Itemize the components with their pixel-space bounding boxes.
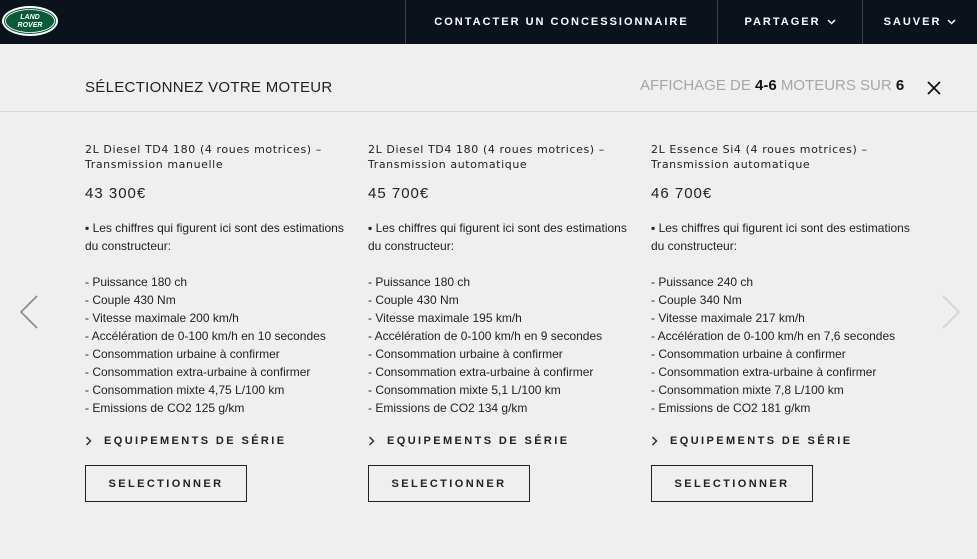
close-icon[interactable] xyxy=(926,80,942,96)
top-navigation-bar xyxy=(0,0,977,44)
logo-text-line-2: ROVER xyxy=(17,22,43,29)
logo-text-line-1: LAND xyxy=(20,14,40,21)
spec-item: - Couple 340 Nm xyxy=(651,293,742,307)
engine-disclaimer: ▪ Les chiffres qui figurent ici sont des estimations du constructeur: xyxy=(651,221,910,253)
standard-equipment-label: EQUIPEMENTS DE SÉRIE xyxy=(104,435,287,447)
engine-disclaimer: ▪ Les chiffres qui figurent ici sont des estimations du constructeur: xyxy=(368,221,627,253)
spec-item: - Consommation extra-urbaine à confirmer xyxy=(651,365,877,379)
results-counter xyxy=(640,77,904,94)
share-label: PARTAGER xyxy=(744,16,821,28)
counter-middle: MOTEURS SUR xyxy=(776,77,896,94)
spec-item: - Consommation urbaine à confirmer xyxy=(651,347,846,361)
spec-item: - Consommation mixte 5,1 L/100 km xyxy=(368,383,561,397)
spec-item: - Consommation mixte 4,75 L/100 km xyxy=(85,383,285,397)
engine-specs-list xyxy=(651,273,911,417)
counter-prefix: AFFICHAGE DE xyxy=(640,77,756,94)
standard-equipment-link[interactable] xyxy=(85,435,345,447)
spec-item: - Vitesse maximale 195 km/h xyxy=(368,311,522,325)
page-title: SÉLECTIONNEZ VOTRE MOTEUR xyxy=(85,79,333,96)
chevron-right-icon[interactable] xyxy=(940,294,962,330)
spec-item: - Accélération de 0-100 km/h en 9 secondes xyxy=(368,329,603,343)
engine-price: 45 700€ xyxy=(368,185,430,202)
spec-item: - Vitesse maximale 217 km/h xyxy=(651,311,805,325)
contact-dealer-label: CONTACTER UN CONCESSIONNAIRE xyxy=(434,16,689,28)
spec-item: - Consommation mixte 7,8 L/100 km xyxy=(651,383,844,397)
spec-item: - Emissions de CO2 134 g/km xyxy=(368,401,528,415)
engine-specs-list xyxy=(368,273,628,417)
contact-dealer-button[interactable] xyxy=(405,0,717,44)
counter-total: 6 xyxy=(895,77,905,94)
engine-card xyxy=(85,142,345,502)
engine-price: 46 700€ xyxy=(651,185,713,202)
spec-item: - Vitesse maximale 200 km/h xyxy=(85,311,239,325)
engine-price: 43 300€ xyxy=(85,185,147,202)
save-label: SAUVER xyxy=(883,16,942,28)
standard-equipment-link[interactable] xyxy=(368,435,628,447)
chevron-right-icon xyxy=(85,436,93,446)
standard-equipment-link[interactable] xyxy=(651,435,911,447)
engine-card xyxy=(651,142,911,502)
select-engine-button[interactable]: SELECTIONNER xyxy=(85,465,247,502)
share-button[interactable] xyxy=(717,0,862,44)
spec-item: - Consommation extra-urbaine à confirmer xyxy=(85,365,311,379)
select-engine-button[interactable]: SELECTIONNER xyxy=(368,465,530,502)
spec-item: - Emissions de CO2 181 g/km xyxy=(651,401,811,415)
spec-item: - Consommation extra-urbaine à confirmer xyxy=(368,365,594,379)
select-engine-button[interactable]: SELECTIONNER xyxy=(651,465,813,502)
chevron-left-icon[interactable] xyxy=(18,294,40,330)
standard-equipment-label: EQUIPEMENTS DE SÉRIE xyxy=(670,435,853,447)
standard-equipment-label: EQUIPEMENTS DE SÉRIE xyxy=(387,435,570,447)
engine-card xyxy=(368,142,628,502)
counter-range: 4-6 xyxy=(755,77,777,94)
spec-item: - Accélération de 0-100 km/h en 7,6 secondes xyxy=(651,329,896,343)
spec-item: - Couple 430 Nm xyxy=(368,293,459,307)
spec-item: - Consommation urbaine à confirmer xyxy=(368,347,563,361)
spec-item: - Consommation urbaine à confirmer xyxy=(85,347,280,361)
spec-item: - Accélération de 0-100 km/h en 10 secondes xyxy=(85,329,326,343)
chevron-down-icon xyxy=(947,19,956,25)
engine-name: 2L Diesel TD4 180 (4 roues motrices) – Transmission automatique xyxy=(368,143,605,171)
engine-disclaimer: ▪ Les chiffres qui figurent ici sont des estimations du constructeur: xyxy=(85,221,344,253)
save-button[interactable] xyxy=(862,0,977,44)
land-rover-logo[interactable] xyxy=(1,5,59,37)
spec-item: - Puissance 180 ch xyxy=(85,275,188,289)
engine-selector-header xyxy=(0,60,977,112)
engine-specs-list xyxy=(85,273,345,417)
spec-item: - Puissance 240 ch xyxy=(651,275,754,289)
spec-item: - Puissance 180 ch xyxy=(368,275,471,289)
engine-name: 2L Diesel TD4 180 (4 roues motrices) – Transmission manuelle xyxy=(85,143,322,171)
spec-item: - Couple 430 Nm xyxy=(85,293,176,307)
chevron-down-icon xyxy=(827,19,836,25)
engine-name: 2L Essence Si4 (4 roues motrices) – Transmission automatique xyxy=(651,143,868,171)
chevron-right-icon xyxy=(651,436,659,446)
spec-item: - Emissions de CO2 125 g/km xyxy=(85,401,245,415)
chevron-right-icon xyxy=(368,436,376,446)
